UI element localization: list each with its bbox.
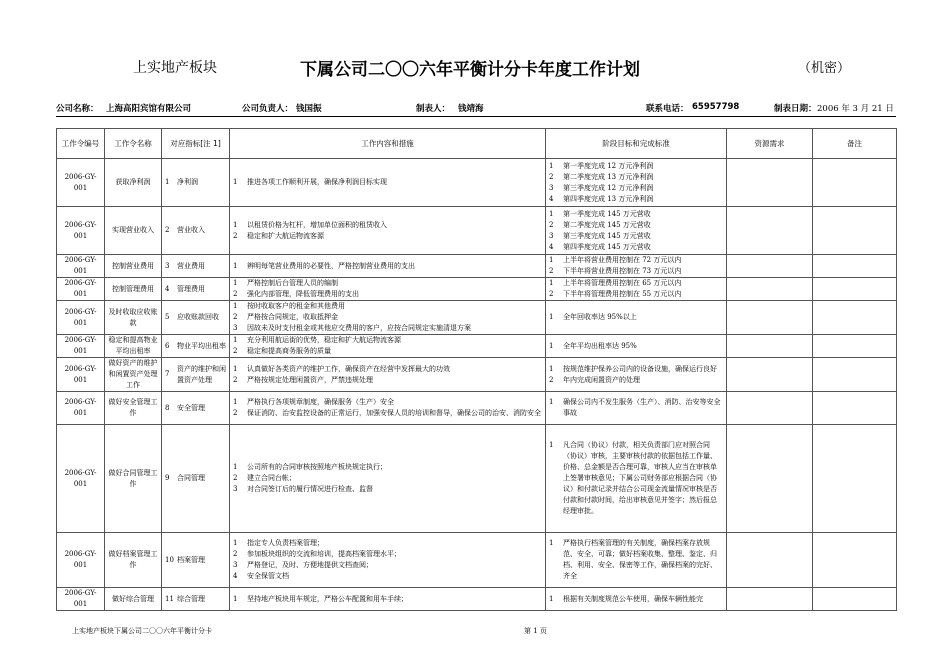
table-row: [57, 301, 897, 335]
content-line-number: 3: [233, 485, 238, 493]
goal-line: [549, 289, 723, 300]
goal-line-number: 2: [549, 220, 554, 229]
content-line-number: 1: [233, 261, 238, 270]
goals-cell: [546, 533, 727, 588]
metric-index: 9: [165, 474, 170, 482]
goal-line-number: 1: [549, 313, 554, 321]
metric-index: 10: [165, 555, 174, 564]
metric-cell: [162, 278, 230, 301]
goal-line-number: 2: [549, 267, 554, 275]
content-line: [233, 462, 542, 473]
resources-cell: [727, 278, 813, 301]
resources-cell: [727, 392, 813, 425]
content-line-number: 2: [233, 409, 238, 417]
goal-line-number: 1: [549, 209, 554, 218]
content-line-text: 保证消防、治安监控设备的正常运行，加强安保人员的培训和督导，确保公司的治安、消防安全: [247, 409, 541, 417]
metric-cell: [162, 335, 230, 358]
goal-line-number: 1: [549, 256, 554, 264]
metric-text: 应收账款回收: [177, 313, 219, 321]
metric-text: 安全管理: [177, 403, 205, 412]
date-label: 制表日期：: [774, 104, 817, 114]
content-line-text: 严格执行各项规章制度，确保服务（生产）安全: [247, 398, 394, 406]
goal-line-number: 1: [549, 594, 554, 603]
col-header-resources: 资源需求: [727, 129, 813, 159]
name-cell: 做好资产的维护和闲置资产处理工作: [105, 358, 162, 392]
content-line: [233, 220, 542, 231]
content-line-number: 2: [233, 313, 238, 321]
goal-line: [549, 242, 723, 253]
date-value: 2006 年 3 月 21 日: [817, 104, 894, 114]
goals-cell: [546, 278, 727, 301]
metric-text: 物业平均出租率: [177, 341, 226, 350]
confidential-label: （机密）: [798, 61, 851, 76]
name-cell: 做好合同管理工作: [105, 425, 162, 533]
name-cell: 控制管理费用: [105, 278, 162, 301]
content-cell: [230, 159, 546, 207]
metric-text: 资产的维护和闲置资产处理: [177, 364, 226, 384]
content-line-number: 1: [233, 398, 238, 406]
metric-index: 8: [165, 403, 170, 412]
goal-line-text: 年内完成闲置资产的处理: [563, 375, 640, 384]
goal-line-number: 4: [549, 242, 554, 251]
content-line-number: 1: [233, 594, 238, 603]
plan-table: [56, 128, 897, 611]
table-row: [57, 255, 897, 278]
content-line: [233, 473, 542, 484]
goal-line: [549, 278, 723, 289]
metric-text: 净利润: [177, 178, 198, 186]
col-header-code: 工作令编号: [57, 129, 105, 159]
goal-line-text: 第一季度完成 145 万元营收: [563, 209, 651, 218]
content-line-text: 按时收取客户的租金和其他费用: [247, 302, 345, 310]
code-cell: 2006-GY-001: [57, 425, 105, 533]
owner-value: 钱国振: [296, 104, 322, 114]
goal-line: [549, 266, 723, 277]
resources-cell: [727, 588, 813, 611]
content-line-text: 严格控制后台管理人员的编制: [247, 279, 338, 287]
metric-index: 1: [165, 178, 170, 186]
code-cell: 2006-GY-001: [57, 392, 105, 425]
table-row: [57, 425, 897, 533]
remarks-cell: [813, 335, 897, 358]
goal-line-text: 第四季度完成 13 万元净利润: [563, 194, 654, 203]
table-row: [57, 392, 897, 425]
goals-cell: [546, 159, 727, 207]
goal-line: [549, 594, 723, 605]
goal-line-number: 3: [549, 231, 554, 240]
col-header-remarks: 备注: [813, 129, 897, 159]
table-row: [57, 588, 897, 611]
table-row: [57, 207, 897, 255]
goal-line: [549, 194, 723, 205]
content-line-number: 2: [233, 474, 238, 482]
goal-line: [549, 255, 723, 266]
remarks-cell: [813, 301, 897, 335]
content-line-text: 稳定和扩大航运物流客源: [247, 231, 324, 240]
goal-line-text: 按规范维护保养公司内的设备设施，确保运行良好: [563, 364, 717, 373]
goal-line-text: 上半年将管理费用控制在 65 万元以内: [563, 279, 682, 287]
content-line: [233, 301, 542, 312]
metric-cell: [162, 533, 230, 588]
content-line-text: 指定专人负责档案管理；: [247, 539, 324, 547]
table-body: [57, 159, 897, 611]
info-bar: [56, 102, 896, 117]
goal-line-number: 1: [549, 161, 554, 170]
content-line-text: 认真做好各类资产的维护工作，确保资产在经营中发挥最大的功效: [247, 364, 450, 373]
content-line-number: 3: [233, 561, 238, 569]
goal-line: [549, 397, 723, 419]
goal-line: [549, 231, 723, 242]
content-line: [233, 397, 542, 408]
metric-text: 营业收入: [177, 226, 205, 234]
content-line-text: 对合同签订后的履行情况进行检查、监督: [247, 485, 373, 493]
metric-cell: [162, 392, 230, 425]
content-line-text: 强化内部管理，降低管理费用的支出: [247, 290, 359, 298]
remarks-cell: [813, 588, 897, 611]
content-line-text: 公司所有的合同审核按照地产板块规定执行；: [247, 463, 387, 471]
content-line-number: 3: [233, 324, 238, 332]
metric-text: 合同管理: [177, 474, 205, 482]
code-cell: 2006-GY-001: [57, 335, 105, 358]
content-line: [233, 560, 542, 571]
metric-index: 6: [165, 341, 170, 350]
metric-cell: [162, 425, 230, 533]
code-cell: 2006-GY-001: [57, 358, 105, 392]
resources-cell: [727, 425, 813, 533]
goals-cell: [546, 392, 727, 425]
content-line-text: 安全保管文档: [247, 572, 289, 580]
page-title: 下属公司二〇〇六年平衡计分卡年度工作计划: [300, 60, 640, 80]
goal-line-text: 第四季度完成 145 万元营收: [563, 242, 651, 251]
goal-line-text: 根据有关制度规范公车使用，确保车辆性能完: [563, 594, 703, 603]
resources-cell: [727, 335, 813, 358]
page-number: 第 1 页: [524, 627, 547, 635]
content-line-text: 坚持地产板块用车规定，严格公车配置和用车手续；: [247, 594, 408, 603]
metric-index: 7: [165, 370, 170, 378]
goal-line: [549, 364, 723, 375]
content-line: [233, 346, 542, 357]
goal-line: [549, 375, 723, 386]
goals-cell: [546, 207, 727, 255]
name-cell: 实现营业收入: [105, 207, 162, 255]
content-line: [233, 484, 542, 495]
goal-line-text: 第二季度完成 145 万元营收: [563, 220, 651, 229]
goal-line-text: 全年回收率达 95%以上: [563, 313, 637, 321]
metric-cell: [162, 301, 230, 335]
content-line: [233, 312, 542, 323]
content-line-number: 2: [233, 347, 238, 355]
remarks-cell: [813, 278, 897, 301]
goal-line-number: 2: [549, 172, 554, 181]
col-header-goals: 阶段目标和完成标准: [546, 129, 727, 159]
content-line-text: 稳定和提高商务服务的质量: [247, 347, 331, 355]
resources-cell: [727, 255, 813, 278]
goal-line: [549, 341, 723, 352]
name-cell: 及时收取应收账款: [105, 301, 162, 335]
goal-line-text: 第三季度完成 12 万元净利润: [563, 183, 654, 192]
remarks-cell: [813, 207, 897, 255]
remarks-cell: [813, 533, 897, 588]
resources-cell: [727, 358, 813, 392]
metric-index: 11: [165, 594, 174, 603]
content-cell: [230, 588, 546, 611]
content-line: [233, 261, 542, 272]
name-cell: 控制营业费用: [105, 255, 162, 278]
code-cell: 2006-GY-001: [57, 255, 105, 278]
goal-line-text: 凡合同（协议）付款，相关负责部门应对照合同（协议）审核，主要审核付款的依据包括工作量、价格、总金额是否合理可靠，审核人应当在审核单上签署审核意见；下属公司财务部应根据合同（协议）和付款记录并结合公司现金流量情况审核是否付款和付款时间，给出审核意见并签字；然后报总经理审批。: [563, 441, 717, 515]
goal-line-text: 下半年将管理费用控制在 55 万元以内: [563, 290, 682, 298]
content-line: [233, 335, 542, 346]
content-line: [233, 177, 542, 188]
remarks-cell: [813, 392, 897, 425]
content-line: [233, 571, 542, 582]
content-cell: [230, 335, 546, 358]
content-line-number: 2: [233, 375, 238, 384]
content-line-number: 1: [233, 539, 238, 547]
table-row: [57, 335, 897, 358]
goal-line: [549, 161, 723, 172]
company-label: 公司名称：: [56, 104, 99, 114]
content-line: [233, 231, 542, 242]
content-cell: [230, 301, 546, 335]
goals-cell: [546, 358, 727, 392]
goals-cell: [546, 301, 727, 335]
content-line: [233, 364, 542, 375]
content-line: [233, 323, 542, 334]
goal-line-text: 确保公司内不发生服务（生产）、消防、治安等安全事故: [563, 398, 721, 417]
content-line-number: 4: [233, 572, 238, 580]
resources-cell: [727, 301, 813, 335]
goal-line-text: 下半年将营业费用控制在 73 万元以内: [563, 267, 682, 275]
resources-cell: [727, 207, 813, 255]
phone-label: 联系电话：: [646, 104, 689, 114]
table-row: [57, 533, 897, 588]
metric-cell: [162, 255, 230, 278]
goal-line-number: 1: [549, 539, 554, 547]
goal-line-text: 严格执行档案管理的有关制度，确保档案存放规范、安全、可靠；做好档案收集、整理、鉴定、归档、利用、安全、保密等工作，确保档案的完好、齐全: [563, 539, 717, 580]
metric-text: 营业费用: [177, 261, 205, 270]
goal-line-number: 3: [549, 183, 554, 192]
content-line-text: 辨明每笔营业费用的必要性，严格控制营业费用的支出: [247, 261, 415, 270]
metric-text: 档案管理: [177, 555, 205, 564]
goal-line-text: 第二季度完成 13 万元净利润: [563, 172, 654, 181]
code-cell: 2006-GY-001: [57, 301, 105, 335]
goal-line-number: 1: [549, 364, 554, 373]
goals-cell: [546, 255, 727, 278]
metric-index: 4: [165, 284, 170, 293]
content-line-text: 严格登记，及时、方便地提供文档查阅；: [247, 561, 373, 569]
content-line-number: 1: [233, 463, 238, 471]
col-header-metric: 对应指标[注 1]: [162, 129, 230, 159]
company-value: 上海高阳宾馆有限公司: [106, 104, 192, 114]
metric-cell: [162, 358, 230, 392]
content-line: [233, 375, 542, 386]
content-cell: [230, 392, 546, 425]
metric-cell: [162, 588, 230, 611]
remarks-cell: [813, 425, 897, 533]
goals-cell: [546, 588, 727, 611]
content-cell: [230, 278, 546, 301]
content-line-text: 严格按合同规定，收取抵押金: [247, 313, 338, 321]
goal-line-number: 1: [549, 441, 554, 449]
goals-cell: [546, 425, 727, 533]
resources-cell: [727, 159, 813, 207]
name-cell: 获取净利润: [105, 159, 162, 207]
goal-line: [549, 220, 723, 231]
table-row: [57, 159, 897, 207]
goal-line: [549, 538, 723, 582]
goal-line: [549, 183, 723, 194]
footer-text: 上实地产板块下属公司二〇〇六年平衡计分卡: [72, 627, 212, 635]
content-line-number: 1: [233, 364, 238, 373]
goal-line: [549, 312, 723, 323]
metric-index: 2: [165, 226, 170, 234]
content-cell: [230, 255, 546, 278]
col-header-content: 工作内容和措施: [230, 129, 546, 159]
content-cell: [230, 207, 546, 255]
content-line-text: 参加板块组织的交流和培训，提高档案管理水平；: [247, 550, 401, 558]
goal-line-number: 1: [549, 279, 554, 287]
division-label: 上实地产板块: [133, 60, 217, 76]
maker-label: 制表人：: [416, 104, 451, 114]
metric-text: 管理费用: [177, 284, 205, 293]
metric-cell: [162, 159, 230, 207]
content-line-text: 充分利用航运街的优势，稳定和扩大航运物流客源: [247, 336, 401, 344]
content-line-number: 1: [233, 178, 238, 186]
goal-line-text: 全年平均出租率达 95%: [563, 341, 637, 350]
resources-cell: [727, 533, 813, 588]
content-line: [233, 408, 542, 419]
name-cell: 做好档案管理工作: [105, 533, 162, 588]
content-line-number: 1: [233, 336, 238, 344]
goal-line: [549, 172, 723, 183]
remarks-cell: [813, 159, 897, 207]
table-row: [57, 358, 897, 392]
content-line-number: 1: [233, 302, 238, 310]
goal-line-number: 2: [549, 375, 554, 384]
code-cell: 2006-GY-001: [57, 533, 105, 588]
phone-value: 65957798: [692, 102, 740, 112]
content-line-number: 2: [233, 550, 238, 558]
metric-cell: [162, 207, 230, 255]
goal-line-number: 4: [549, 194, 554, 203]
content-line: [233, 278, 542, 289]
content-line-number: 1: [233, 220, 238, 229]
content-line-number: 1: [233, 279, 238, 287]
goals-cell: [546, 335, 727, 358]
content-cell: [230, 425, 546, 533]
content-line-text: 推进各项工作顺利开展，确保净利润目标实现: [247, 178, 387, 186]
goal-line-number: 1: [549, 398, 554, 406]
content-line-text: 以租赁价格为杠杆，增加单位面积的租赁收入: [247, 220, 387, 229]
remarks-cell: [813, 255, 897, 278]
table-row: [57, 278, 897, 301]
content-line-text: 严格按规定处理闲置资产，严禁违规处理: [247, 375, 373, 384]
code-cell: 2006-GY-001: [57, 159, 105, 207]
name-cell: 稳定和提高物业平均出租率: [105, 335, 162, 358]
code-cell: 2006-GY-001: [57, 588, 105, 611]
name-cell: 做好综合管理: [105, 588, 162, 611]
goal-line-text: 第一季度完成 12 万元净利润: [563, 161, 654, 170]
content-line-text: 建立合同台帐；: [247, 474, 296, 482]
goal-line-text: 上半年将营业费用控制在 72 万元以内: [563, 256, 682, 264]
goal-line-text: 第三季度完成 145 万元营收: [563, 231, 651, 240]
code-cell: 2006-GY-001: [57, 278, 105, 301]
goal-line-number: 2: [549, 290, 554, 298]
metric-index: 3: [165, 261, 170, 270]
remarks-cell: [813, 358, 897, 392]
content-line-number: 2: [233, 231, 238, 240]
code-cell: 2006-GY-001: [57, 207, 105, 255]
col-header-name: 工作令名称: [105, 129, 162, 159]
metric-text: 综合管理: [177, 594, 205, 603]
content-cell: [230, 533, 546, 588]
content-line: [233, 594, 542, 605]
content-line-text: 因故未及时支付租金或其他应交费用的客户，应按合同规定实施清退方案: [247, 324, 471, 332]
owner-label: 公司负责人：: [242, 104, 294, 114]
content-cell: [230, 358, 546, 392]
goal-line: [549, 440, 723, 517]
content-line-number: 2: [233, 290, 238, 298]
content-line: [233, 289, 542, 300]
content-line: [233, 538, 542, 549]
goal-line: [549, 209, 723, 220]
metric-index: 5: [165, 313, 170, 321]
content-line: [233, 549, 542, 560]
table-header-row: [57, 129, 897, 159]
maker-value: 钱靖海: [458, 104, 484, 114]
name-cell: 做好安全管理工作: [105, 392, 162, 425]
goal-line-number: 1: [549, 341, 554, 350]
